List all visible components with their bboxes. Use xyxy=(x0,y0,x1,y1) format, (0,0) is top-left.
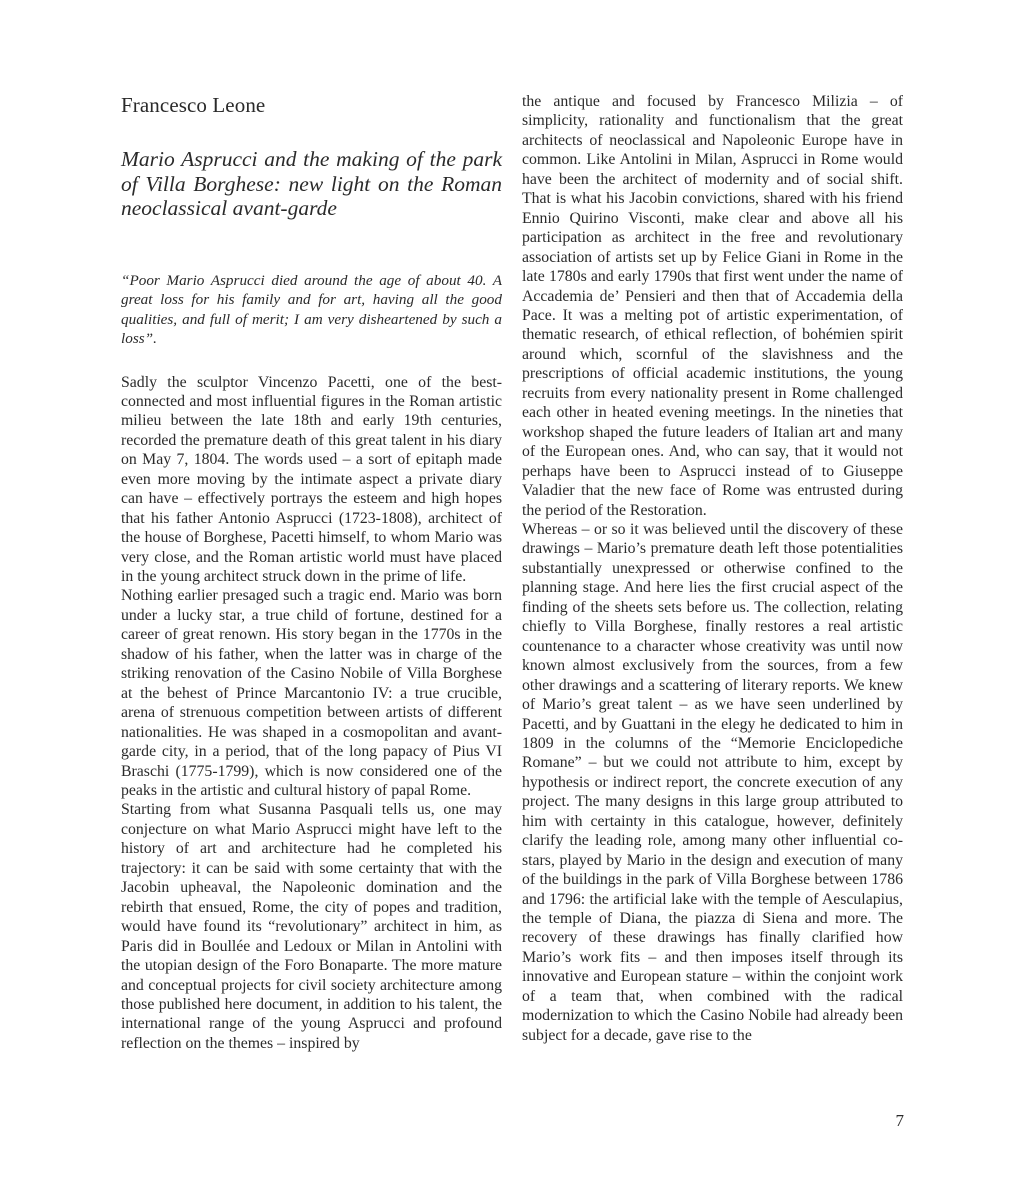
left-column xyxy=(121,92,502,1053)
body-paragraph: Starting from what Susanna Pasquali tells us, one may conjecture on what Mario Asprucci might have left to the history of art and architecture had he completed his trajectory: it can be said with some certainty that with the Jacobin upheaval, the Napoleonic domination and the rebirth that ensued, Rome, the city of popes and tradition, would have found its “revolutionary” architect in him, as Paris did in Boullée and Ledoux or Milan in Antolini with the utopian design of the Foro Bonaparte. The more mature and conceptual projects for civil society architecture among those published here document, in addition to his talent, the international range of the young Asprucci and profound reflection on the themes – inspired by xyxy=(121,801,502,1052)
body-paragraph: the antique and focused by Francesco Milizia – of simplicity, rationality and functionalism that the great architects of neoclassical and Napoleonic Europe have in common. Like Antolini in Milan, Asprucci in Rome would have been the architect of modernity and of social shift. That is what his Jacobin convictions, shared with his friend Ennio Quirino Visconti, make clear and above all his participation as architect in the free and revolutionary association of artists set up by Felice Giani in Rome in the late 1780s and early 1790s that first went under the name of Accademia de’ Pensieri and then that of Accademia della Pace. It was a melting pot of artistic experimentation, of thematic research, of ethical reflection, of bohémien spirit around which, scornful of the slavishness and the prescriptions of official academic institutions, the young recruits from every nationality present in Rome challenged each other in heated evening meetings. In the nineties that workshop shaped the future leaders of Italian art and many of the European ones. And, who can say, that it would not perhaps have been to Asprucci instead of to Giuseppe Valadier that the new face of Rome was entrusted during the period of the Restoration. xyxy=(522,93,903,519)
body-paragraph: Sadly the sculptor Vincenzo Pacetti, one of the best-connected and most influential figures in the Roman artistic milieu between the late 18th and early 19th centuries, recorded the premature death of this great talent in his diary on May 7, 1804. The words used – a sort of epitaph made even more moving by the intimate aspect a private diary can have – effectively portrays the esteem and high hopes that his father Antonio Asprucci (1723-1808), architect of the house of Borghese, Pacetti himself, to whom Mario was very close, and the Roman artistic world must have placed in the young architect struck down in the prime of life. xyxy=(121,373,502,586)
right-column xyxy=(522,92,903,1045)
epigraph-quote: “Poor Mario Asprucci died around the age of about 40. A great loss for his family and for art, having all the good qualities, and full of merit; I am very disheartened by such a loss”. xyxy=(121,271,502,347)
page-number: 7 xyxy=(895,1111,904,1130)
body-paragraph: Whereas – or so it was believed until the discovery of these drawings – Mario’s premature death left those potentialities substantially unexpressed or otherwise confined to the planning stage. And here lies the first crucial aspect of the finding of the sheets sets before us. The collection, relating chiefly to Villa Borghese, finally restores a real artistic countenance to a character whose creativity was until now known almost exclusively from the sources, from a few other drawings and a scattering of literary reports. We knew of Mario’s great talent – as we have seen underlined by Pacetti, and by Guattani in the elegy he dedicated to him in 1809 in the columns of the “Memorie Enciclopediche Romane” – but we could not attribute to him, except by hypothesis or indirect report, the concrete execution of any project. The many designs in this large group attributed to him with certainty in this catalogue, however, definitely clarify the leading role, among many other influential co-stars, played by Mario in the design and execution of many of the buildings in the park of Villa Borghese between 1786 and 1796: the artificial lake with the temple of Aesculapius, the temple of Diana, the piazza di Siena and more. The recovery of these drawings has finally clarified how Mario’s work fits – and then imposes itself through its innovative and European stature – within the conjoint work of a team that, when combined with the radical modernization to which the Casino Nobile had already been subject for a decade, gave rise to the xyxy=(522,520,903,1044)
body-paragraph: Nothing earlier presaged such a tragic end. Mario was born under a lucky star, a true child of fortune, destined for a career of great renown. His story began in the 1770s in the shadow of his father, when the latter was in charge of the striking renovation of the Casino Nobile of Villa Borghese at the behest of Prince Marcantonio IV: a true crucible, arena of strenuous competition between artists of different nationalities. He was shaped in a cosmopolitan and avant-garde city, in a period, that of the long papacy of Pius VI Braschi (1775-1799), which is now considered one of the peaks in the artistic and cultural history of papal Rome. xyxy=(121,587,502,800)
author-name: Francesco Leone xyxy=(121,93,266,117)
article-title: Mario Asprucci and the making of the park of Villa Borghese: new light on the Roman neoclassical avant-garde xyxy=(121,147,502,220)
